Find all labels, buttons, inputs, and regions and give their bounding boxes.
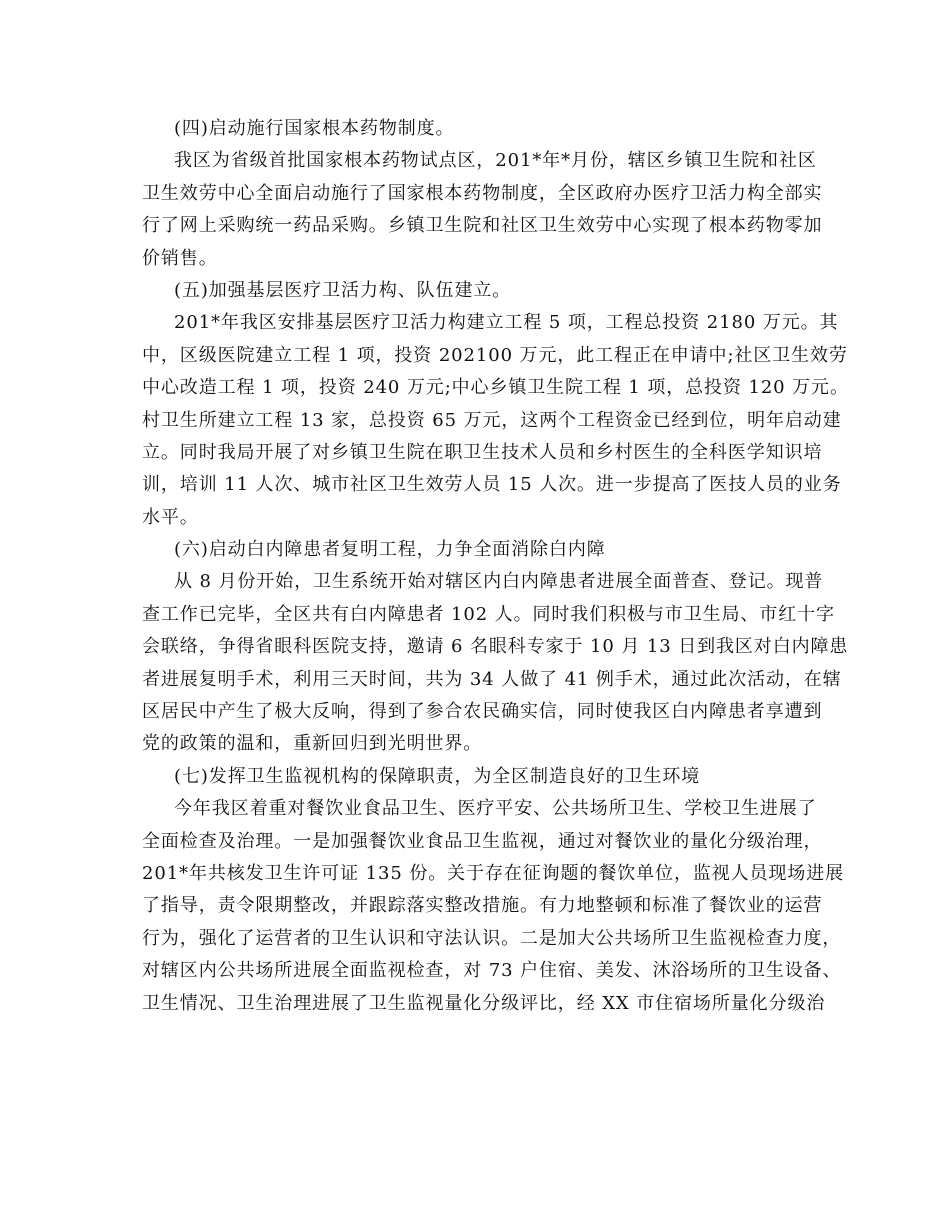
paragraph-line: 立。同时我局开展了对乡镇卫生院在职卫生技术人员和乡村医生的全科医学知识培 <box>142 441 823 463</box>
paragraph-line: 中心改造工程 1 项，投资 240 万元;中心乡镇卫生院工程 1 项，总投资 120 万元。 <box>142 377 849 399</box>
paragraph-start-line: (五)加强基层医疗卫活力构、队伍建立。 <box>174 279 512 301</box>
paragraph-line: 行了网上采购统一药品采购。乡镇卫生院和社区卫生效劳中心实现了根本药物零加 <box>142 215 823 237</box>
paragraph-line: 会联络，争得省眼科医院支持，邀请 6 名眼科专家于 10 月 13 日到我区对白内障患 <box>142 636 849 658</box>
paragraph-line: 水平。 <box>142 506 199 528</box>
paragraph-line: 201*年共核发卫生许可证 135 份。关于存在征询题的餐饮单位，监视人员现场进展 <box>142 862 845 884</box>
document-body <box>142 113 849 1020</box>
paragraph-line: 查工作已完毕，全区共有白内障患者 102 人。同时我们积极与市卫生局、市红十字 <box>142 603 835 625</box>
paragraph-line: 党的政策的温和，重新回归到光明世界。 <box>142 733 483 755</box>
paragraph-start-line: 今年我区着重对餐饮业食品卫生、医疗平安、公共场所卫生、学校卫生进展了 <box>174 798 817 820</box>
paragraph-line: 全面检查及治理。一是加强餐饮业食品卫生监视，通过对餐饮业的量化分级治理， <box>142 830 823 852</box>
paragraph-line: 了指导，责令限期整改，并跟踪落实整改措施。有力地整顿和标准了餐饮业的运营 <box>142 895 823 917</box>
paragraph-line: 训，培训 11 人次、城市社区卫生效劳人员 15 人次。进一步提高了医技人员的业务 <box>142 474 842 496</box>
paragraph-line: 行为，强化了运营者的卫生认识和守法认识。二是加大公共场所卫生监视检查力度， <box>142 927 842 949</box>
paragraph-line: 卫生效劳中心全面启动施行了国家根本药物制度，全区政府办医疗卫活力构全部实 <box>142 182 823 204</box>
paragraph-line: 对辖区内公共场所进展全面监视检查，对 73 户住宿、美发、沐浴场所的卫生设备、 <box>142 960 842 982</box>
paragraph-line: 者进展复明手术，利用三天时间，共为 34 人做了 41 例手术，通过此次活动，在辖 <box>142 668 842 690</box>
paragraph-start-line: (七)发挥卫生监视机构的保障职责，为全区制造良好的卫生环境 <box>174 765 701 787</box>
paragraph-line: 价销售。 <box>142 247 218 269</box>
paragraph-start-line: 201*年我区安排基层医疗卫活力构建立工程 5 项，工程总投资 2180 万元。其 <box>174 312 839 334</box>
paragraph-line: 区居民中产生了极大反响，得到了参合农民确实信，同时使我区白内障患者享遭到 <box>142 701 823 723</box>
paragraph-start-line: 我区为省级首批国家根本药物试点区，201*年*月份，辖区乡镇卫生院和社区 <box>174 150 817 172</box>
paragraph-start-line: (四)启动施行国家根本药物制度。 <box>174 118 455 139</box>
paragraph-line: 中，区级医院建立工程 1 项，投资 202100 万元，此工程正在申请中;社区卫生效劳 <box>142 344 848 366</box>
paragraph-start-line: 从 8 月份开始，卫生系统开始对辖区内白内障患者进展全面普查、登记。现普 <box>174 571 824 593</box>
paragraph-start-line: (六)启动白内障患者复明工程，力争全面消除白内障 <box>174 539 606 561</box>
paragraph-line: 卫生情况、卫生治理进展了卫生监视量化分级评比，经 XX 市住宿场所量化分级治 <box>142 992 826 1014</box>
paragraph-line: 村卫生所建立工程 13 家，总投资 65 万元，这两个工程资金已经到位，明年启动建 <box>142 409 842 431</box>
